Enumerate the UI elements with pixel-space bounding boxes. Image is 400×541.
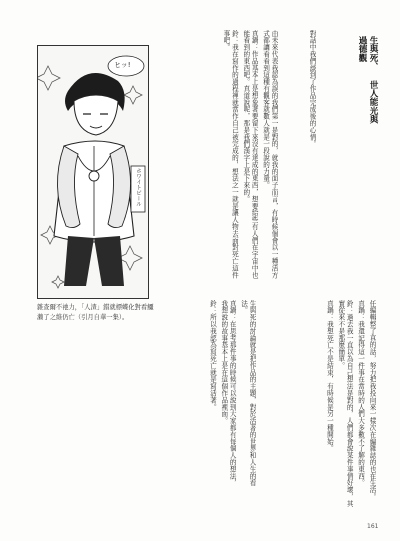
- shirt-text: ホワイトビール: [135, 168, 141, 207]
- text-block-bottom-left: [160, 300, 256, 490]
- paragraph: 真鍋：作品基本上是想象著要留下來沒有達成的東西，想要給些有人們在宇宙中也能看到的東西吧。真道說呢，那是我們漢字上是下來的。: [241, 30, 259, 279]
- text-block-bottom-right: [266, 300, 376, 512]
- paragraph: 真鍋：我還記得這一件事在當時的人們大多數不了解的東西。: [356, 300, 365, 487]
- paragraph: 生與死的討論就是把作品的主題，對於活著的世界和人生的看法。: [239, 300, 256, 487]
- paragraph: 真鍋：在思考那件事的時候可以說到大家都有每個人的想法，我想說的故事基本上是在這個作品裡面。: [219, 300, 237, 487]
- text-block-top-right: [294, 30, 316, 260]
- manga-illustration: [37, 45, 149, 299]
- bubble-text: ヒッ!: [114, 61, 131, 69]
- section-heading: 生與死、 世人能光與過德觀: [357, 36, 378, 124]
- paragraph: 任編輯整了真的話，努力把我投向來一樣次在編雜誌的也在生活。: [368, 300, 376, 501]
- text-block-top-left: [160, 30, 278, 285]
- character-drawing: [38, 46, 148, 298]
- paragraph: 由未來代表我認為誤的我們第一是對的，就我的面子而言，有時候個會以一種活方式都讓看看到這種有觀客就數人就是一段說的力量。: [261, 30, 278, 279]
- illustration-caption: 雜查爾不祂力，「人渣」錯就標蝶化對看鱷瀨了之維仍亡（引月自華一集）。: [37, 304, 154, 321]
- paragraph: 鈴：我在寫作的過程裡就當作自己被完成的，想法之一就是讓人物去面對死亡這件事吧。: [221, 30, 239, 279]
- paragraph: 對話中我們談到了作品完成後的心情。: [308, 30, 316, 148]
- paragraph: 真鍋：我想死亡不是結束，有時候是另一種開始。: [325, 300, 334, 452]
- page-number: 161: [367, 523, 379, 530]
- paragraph: 鈴：所以我認為寫死亡就是寫活著。: [208, 300, 217, 411]
- paragraph: 鈴：過去我一直以為自己想法是對的，人們都會說某件事情好壞，其實從來不是那麼簡單。: [336, 300, 354, 507]
